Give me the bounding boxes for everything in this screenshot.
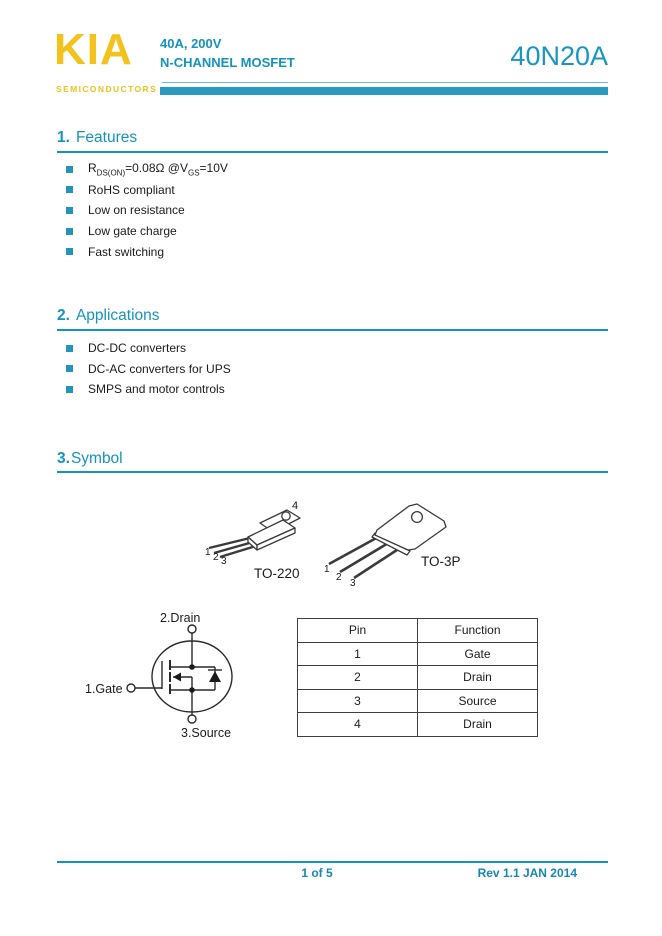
table-row xyxy=(298,689,538,713)
mosfet-symbol xyxy=(75,605,250,745)
to-220-pin3-label: 3 xyxy=(221,556,227,567)
diode-icon xyxy=(209,671,221,682)
features-list xyxy=(57,159,608,262)
kia-logo: KIA xyxy=(54,25,133,74)
pin-function-table xyxy=(297,618,538,737)
feature-item-text: Low gate charge xyxy=(88,224,177,239)
table-cell-pin: 4 xyxy=(298,713,418,737)
bullet-square-icon xyxy=(66,186,73,193)
application-item xyxy=(57,379,608,400)
symbol-heading-number: 3. xyxy=(57,450,70,467)
feature-item-text xyxy=(88,161,228,177)
arrow-head-icon xyxy=(173,673,181,682)
device-type: N-CHANNEL MOSFET xyxy=(160,55,295,70)
table-cell-function: Drain xyxy=(418,666,538,690)
gate-terminal-label: 1.Gate xyxy=(85,682,123,696)
header-rule-thick xyxy=(160,87,608,95)
rds-sub2: GS xyxy=(187,168,200,178)
header-rule-thin xyxy=(162,82,608,83)
applications-heading-title: Applications xyxy=(75,307,160,324)
symbol-heading-rule xyxy=(57,471,608,473)
feature-item xyxy=(57,241,608,262)
table-cell-pin: 3 xyxy=(298,689,418,713)
bullet-square-icon xyxy=(66,386,73,393)
to-3p-drawing xyxy=(320,487,480,605)
to-3p-name: TO-3P xyxy=(421,554,461,569)
application-item xyxy=(57,338,608,359)
rds-mid: =0.08Ω @V xyxy=(125,161,188,176)
applications-heading-number: 2. xyxy=(57,307,70,324)
to-220-name: TO-220 xyxy=(254,566,300,581)
feature-item xyxy=(57,200,608,221)
applications-heading-rule xyxy=(57,329,608,331)
feature-item-text: Fast switching xyxy=(88,244,165,259)
table-cell-function: Source xyxy=(418,689,538,713)
table-cell-pin: 2 xyxy=(298,666,418,690)
table-row xyxy=(298,713,538,737)
to-3p-pin2-label: 2 xyxy=(336,572,342,583)
feature-item xyxy=(57,221,608,242)
to-220-pin1-label: 1 xyxy=(205,547,211,558)
rds-tail: =10V xyxy=(199,161,228,176)
application-item-text: DC-DC converters xyxy=(88,341,187,356)
applications-list xyxy=(57,338,608,400)
features-heading-rule xyxy=(57,151,608,153)
table-row xyxy=(298,666,538,690)
device-description xyxy=(160,34,295,72)
rds-sub1: DS(ON) xyxy=(96,168,126,178)
features-heading-number: 1. xyxy=(57,129,70,146)
table-row xyxy=(298,642,538,666)
footer-rule xyxy=(57,861,608,863)
source-terminal-label: 3.Source xyxy=(181,726,232,740)
feature-item-text: Low on resistance xyxy=(88,203,185,218)
bullet-square-icon xyxy=(66,228,73,235)
features-heading-title: Features xyxy=(75,129,138,146)
bullet-square-icon xyxy=(66,248,73,255)
application-item-text: SMPS and motor controls xyxy=(88,382,225,397)
features-heading xyxy=(57,129,137,147)
symbol-heading xyxy=(57,450,123,468)
bullet-square-icon xyxy=(66,207,73,214)
logo-subtitle: SEMICONDUCTORS xyxy=(56,84,158,94)
table-cell-function: Gate xyxy=(418,642,538,666)
to-3p-pin3-label: 3 xyxy=(350,578,356,589)
application-item xyxy=(57,359,608,380)
to-3p-pin1-label: 1 xyxy=(324,564,330,575)
to-220-pin2-label: 2 xyxy=(213,552,219,563)
feature-item-text: RoHS compliant xyxy=(88,182,175,197)
table-header-row xyxy=(298,619,538,643)
feature-item xyxy=(57,180,608,201)
symbol-heading-title: Symbol xyxy=(70,450,123,467)
device-rating: 40A, 200V xyxy=(160,36,222,51)
feature-item xyxy=(57,159,608,180)
application-item-text: DC-AC converters for UPS xyxy=(88,361,231,376)
revision-label: Rev 1.1 JAN 2014 xyxy=(477,866,577,880)
table-cell-function: Drain xyxy=(418,713,538,737)
page-indicator: 1 of 5 xyxy=(301,866,333,880)
bullet-square-icon xyxy=(66,166,73,173)
applications-heading xyxy=(57,307,160,325)
drain-terminal-label: 2.Drain xyxy=(160,611,201,625)
part-number: 40N20A xyxy=(510,41,608,71)
to-220-drawing xyxy=(193,498,333,588)
to-220-pin4-label: 4 xyxy=(292,500,299,512)
bullet-square-icon xyxy=(66,365,73,372)
table-cell-pin: 1 xyxy=(298,642,418,666)
bullet-square-icon xyxy=(66,345,73,352)
rds-base: R xyxy=(88,161,97,176)
table-header-pin: Pin xyxy=(298,619,418,643)
table-header-function: Function xyxy=(418,619,538,643)
